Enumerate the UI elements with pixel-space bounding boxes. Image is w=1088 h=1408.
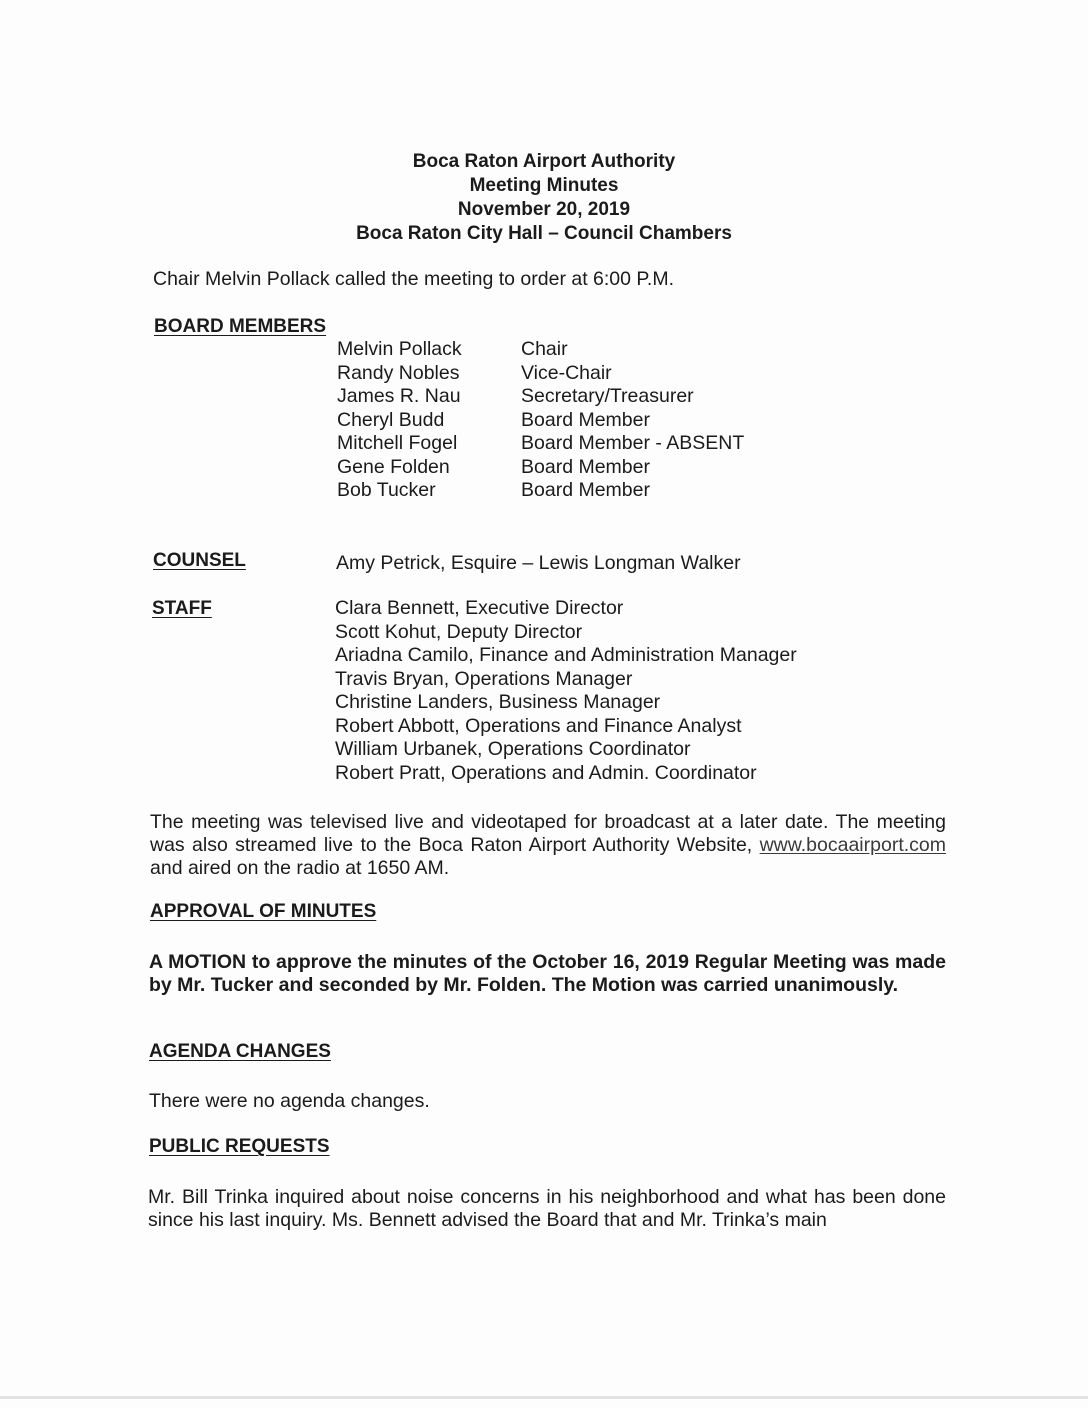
- board-members-heading: BOARD MEMBERS: [154, 316, 327, 337]
- staff-member: Robert Pratt, Operations and Admin. Coordinator: [335, 761, 757, 784]
- approval-motion-text: A MOTION to approve the minutes of the October 16, 2019 Regular Meeting was made by Mr. Tucker and seconded by Mr. Folden. The Motion was carried unanimously.: [149, 951, 946, 996]
- scan-edge: [0, 1396, 1088, 1399]
- approval-heading: APPROVAL OF MINUTES: [150, 901, 377, 922]
- board-member-name: James R. Nau: [337, 385, 461, 407]
- staff-heading: STAFF: [152, 598, 212, 619]
- board-member-name: Bob Tucker: [337, 479, 436, 501]
- public-requests-text: Mr. Bill Trinka inquired about noise concerns in his neighborhood and what has been done since his last inquiry. Ms. Bennett advised the Board that and Mr. Trinka’s main: [148, 1186, 946, 1231]
- board-member-role: Secretary/Treasurer: [521, 385, 694, 407]
- meeting-date: November 20, 2019: [457, 199, 631, 220]
- board-member-name: Mitchell Fogel: [337, 432, 458, 454]
- board-member-name: Cheryl Budd: [337, 408, 445, 431]
- agenda-changes-text: There were no agenda changes.: [149, 1090, 430, 1112]
- board-member-roles: [521, 338, 744, 503]
- staff-member: Travis Bryan, Operations Manager: [335, 667, 633, 690]
- website-link[interactable]: www.bocaairport.com: [759, 834, 946, 856]
- counsel-text: Amy Petrick, Esquire – Lewis Longman Walker: [336, 552, 741, 574]
- board-member-role: Board Member: [521, 455, 650, 478]
- public-requests-heading: PUBLIC REQUESTS: [149, 1136, 330, 1157]
- board-member-name: Gene Folden: [337, 455, 450, 478]
- broadcast-text-end: and aired on the radio at 1650 AM.: [150, 857, 450, 879]
- document-type: Meeting Minutes: [469, 175, 619, 196]
- staff-member: Ariadna Camilo, Finance and Administration Manager: [335, 644, 797, 666]
- board-member-role: Chair: [521, 338, 568, 360]
- call-to-order: Chair Melvin Pollack called the meeting to order at 6:00 P.M.: [153, 268, 674, 290]
- board-member-name: Randy Nobles: [337, 361, 460, 384]
- board-member-role: Board Member: [521, 479, 650, 501]
- staff-member: Scott Kohut, Deputy Director: [335, 620, 583, 643]
- staff-member: Clara Bennett, Executive Director: [335, 597, 624, 619]
- broadcast-paragraph: [150, 811, 946, 880]
- broadcast-text: The meeting was televised live and videotaped for broadcast at a later date. The meeting was also streamed live to the Boca Raton Airport Authority Website,: [150, 811, 946, 856]
- staff-member: Christine Landers, Business Manager: [335, 691, 661, 713]
- board-member-names: [337, 338, 462, 503]
- board-member-name: Melvin Pollack: [337, 338, 462, 360]
- staff-member: William Urbanek, Operations Coordinator: [335, 738, 691, 760]
- agenda-changes-heading: AGENDA CHANGES: [149, 1041, 331, 1062]
- board-member-role: Vice-Chair: [521, 361, 612, 384]
- board-member-role: Board Member: [521, 408, 650, 431]
- board-member-role: Board Member - ABSENT: [521, 432, 745, 454]
- counsel-heading: COUNSEL: [153, 550, 246, 571]
- document-header: [0, 150, 1088, 246]
- org-name: Boca Raton Airport Authority: [412, 151, 676, 172]
- staff-member: Robert Abbott, Operations and Finance Analyst: [335, 714, 742, 737]
- staff-list: [335, 597, 797, 785]
- meeting-location: Boca Raton City Hall – Council Chambers: [356, 223, 732, 244]
